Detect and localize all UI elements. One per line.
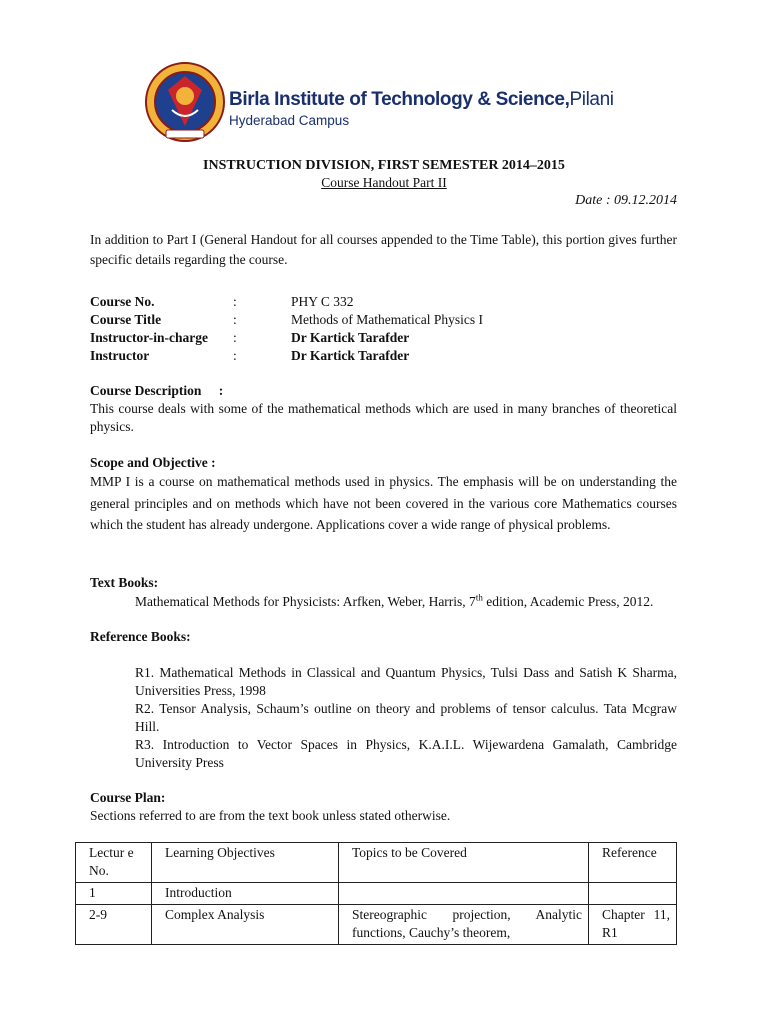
course-info-row [90,293,677,311]
institute-seal-icon [144,60,226,144]
handout-title: Course Handout Part II [321,175,447,190]
instructor-in-charge-label: Instructor-in-charge [90,330,208,345]
course-description-title: Course Description [90,383,202,398]
column-header-topics: Topics to be Covered [339,843,589,883]
column-header-objectives: Learning Objectives [152,843,339,883]
course-plan-heading: Course Plan: [90,790,166,805]
instructor-sep: : [233,348,237,363]
course-info-row [90,347,677,365]
course-description-heading [90,382,223,400]
instructor-value: Dr Kartick Tarafder [291,348,410,363]
course-title-sep: : [233,312,237,327]
course-info-row [90,311,677,329]
text-books-heading: Text Books: [90,575,159,590]
campus-name: Hyderabad Campus [229,113,350,128]
course-description-text: This course deals with some of the mathematical methods which are used in many branches of theoretical physics. [90,401,677,434]
column-header-lecture: Lectur e No. [76,843,152,883]
reference-books-list [135,664,677,772]
course-info [90,293,677,365]
reference-cell [589,883,677,905]
instructor-in-charge-value: Dr Kartick Tarafder [291,330,410,345]
lecture-cell: 1 [76,883,152,905]
column-header-reference: Reference [589,843,677,883]
text-book-entry [135,593,677,611]
table-row [76,905,677,945]
course-description-sep: : [218,383,224,398]
text-book-entry-rest: edition, Academic Press, 2012. [482,594,654,609]
text-book-edition-sup: th [475,592,483,603]
objective-cell: Complex Analysis [152,905,339,945]
objective-cell: Introduction [152,883,339,905]
intro-paragraph: In addition to Part I (General Handout for all courses appended to the Time Table), this portion gives further specific details regarding the course. [90,232,677,267]
topics-cell: Stereographic projection, Analytic functions, Cauchy’s theorem, [339,905,589,945]
reference-item: R1. Mathematical Methods in Classical and Quantum Physics, Tulsi Dass and Satish K Sharma, Universities Press, 1998 [135,665,677,698]
institute-place: Pilani [569,89,614,110]
scope-heading: Scope and Objective : [90,455,216,470]
instructor-label: Instructor [90,348,150,363]
course-no-sep: : [233,294,237,309]
topics-cell [339,883,589,905]
lecture-cell: 2-9 [76,905,152,945]
table-row [76,883,677,905]
table-header-row [76,843,677,883]
reference-books-heading: Reference Books: [90,629,191,644]
scope-text: MMP I is a course on mathematical methods used in physics. The emphasis will be on understanding the general principles and on methods which have not been covered in the various core Mathematics courses which the student has already undergone. Applications cover a wide range of physical problems. [90,474,677,533]
reference-item: R3. Introduction to Vector Spaces in Physics, K.A.I.L. Wijewardena Gamalath, Cambridge University Press [135,737,677,770]
course-no-value: PHY C 332 [291,294,354,309]
institute-name-main: Birla Institute of Technology & Science, [229,89,570,110]
reference-item: R2. Tensor Analysis, Schaum’s outline on theory and problems of tensor calculus. Tata Mcgraw Hill. [135,701,677,734]
date-line: Date : 09.12.2014 [575,193,677,208]
course-plan-table [75,842,677,945]
course-plan-note: Sections referred to are from the text book unless stated otherwise. [90,808,451,823]
instructor-in-charge-sep: : [233,330,237,345]
institute-logo [144,60,226,144]
text-book-entry-main: Mathematical Methods for Physicists: Arfken, Weber, Harris, 7 [135,594,476,609]
course-title-label: Course Title [90,312,162,327]
reference-cell: Chapter 11, R1 [589,905,677,945]
course-no-label: Course No. [90,294,155,309]
course-info-row [90,329,677,347]
course-title-value: Methods of Mathematical Physics I [291,312,483,327]
division-title: INSTRUCTION DIVISION, FIRST SEMESTER 2014–2015 [203,158,565,173]
institute-name [229,89,614,111]
